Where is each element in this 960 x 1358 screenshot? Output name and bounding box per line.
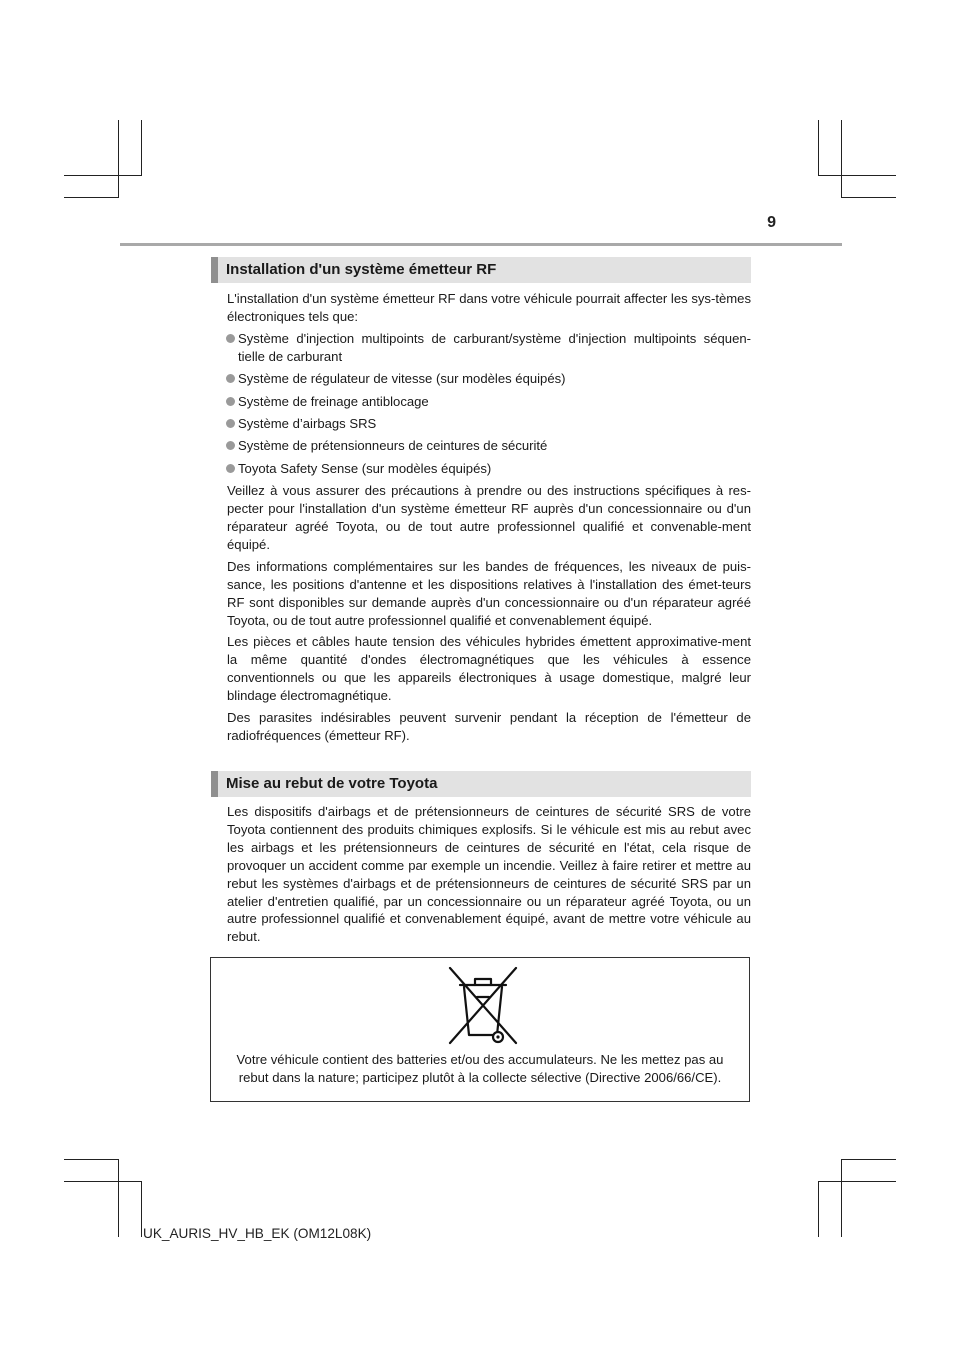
list-item: Système de freinage antiblocage: [211, 393, 751, 411]
rf-paragraph-information: Des informations complémentaires sur les bandes de fréquences, les niveaux de puis-sance, les positions d'antenne et les dispositions relatives à l'installation des émet-teurs RF sont disponibles sur demande auprès d'un concessionnaire ou d'un réparateur agréé Toyota, ou de tout autre professionnel qualifié et convenablement équipé.: [227, 558, 751, 628]
rf-paragraph-hybrid: Les pièces et câbles haute tension des véhicules hybrides émettent approximative-ment la même quantité d'ondes électromagnétiques que les véhicules à essence conventionnels ou que les appareils électroniques à usage domestique, malgré leur blindage électromagnétique.: [227, 634, 751, 704]
bullet-icon: [226, 464, 235, 473]
section-header-rf: [211, 257, 751, 283]
section-header-bar: [211, 771, 218, 797]
section-body-disposal: [211, 803, 751, 950]
section-title-rf: Installation d'un système émetteur RF: [226, 261, 497, 278]
bullet-icon: [226, 374, 235, 383]
crossed-out-wheelie-bin-icon: [444, 963, 522, 1045]
list-item: Toyota Safety Sense (sur modèles équipés): [211, 460, 751, 478]
document-code: UK_AURIS_HV_HB_EK (OM12L08K): [143, 1226, 372, 1241]
bullet-icon: [226, 419, 235, 428]
list-item: Système de régulateur de vitesse (sur modèles équipés): [211, 370, 751, 388]
section-body-rf: [211, 290, 751, 749]
header-rule: [120, 243, 842, 246]
battery-disposal-text: Votre véhicule contient des batteries et/ou des accumulateurs. Ne les mettez pas au rebut dans la nature; participez plutôt à la collecte sélective (Directive 2006/66/CE).: [236, 1052, 724, 1085]
rf-paragraph-interference: Des parasites indésirables peuvent survenir pendant la réception de l'émetteur de radiofréquences (émetteur RF).: [227, 710, 751, 743]
bullet-icon: [226, 441, 235, 450]
list-item: Système d'injection multipoints de carburant/système d'injection multipoints séquen-tielle de carburant: [211, 330, 751, 366]
section-header-disposal: [211, 771, 751, 797]
page-number: 9: [767, 214, 776, 231]
disposal-paragraph: Les dispositifs d'airbags et de prétensionneurs de ceintures de sécurité SRS de votre Toyota contiennent des produits chimiques explosifs. Si le véhicule est mis au rebut avec les airbags et les prétensionneurs de ceintures de sécurité en l'état, cela risque de provoquer un accident comme par exemple un incendie. Veillez à faire retirer et mettre au rebut les systèmes d'airbags et de prétensionneurs de ceintures de sécurité SRS par un atelier d'entretien qualifié, par un concessionnaire ou un réparateur agréé Toyota, ou un autre professionnel qualifié et convenablement équipé, avant de mettre votre véhicule au rebut.: [227, 804, 751, 945]
section-header-bar: [211, 257, 218, 283]
section-title-disposal: Mise au rebut de votre Toyota: [226, 775, 438, 792]
rf-paragraph-precautions: Veillez à vous assurer des précautions à prendre ou des instructions spécifiques à res-pecter pour l'installation d'un système émetteur RF auprès d'un concessionnaire ou d'un réparateur agréé Toyota, ou de tout autre professionnel qualifié et convenable-ment équipé.: [227, 483, 751, 552]
list-item: Système de prétensionneurs de ceintures de sécurité: [211, 437, 751, 455]
rf-intro-paragraph: L'installation d'un système émetteur RF dans votre véhicule pourrait affecter les sys-tèmes électroniques tels que:: [227, 291, 751, 324]
bullet-icon: [226, 334, 235, 343]
battery-disposal-notice: [210, 957, 750, 1102]
list-item: Système d’airbags SRS: [211, 415, 751, 433]
bullet-icon: [226, 397, 235, 406]
